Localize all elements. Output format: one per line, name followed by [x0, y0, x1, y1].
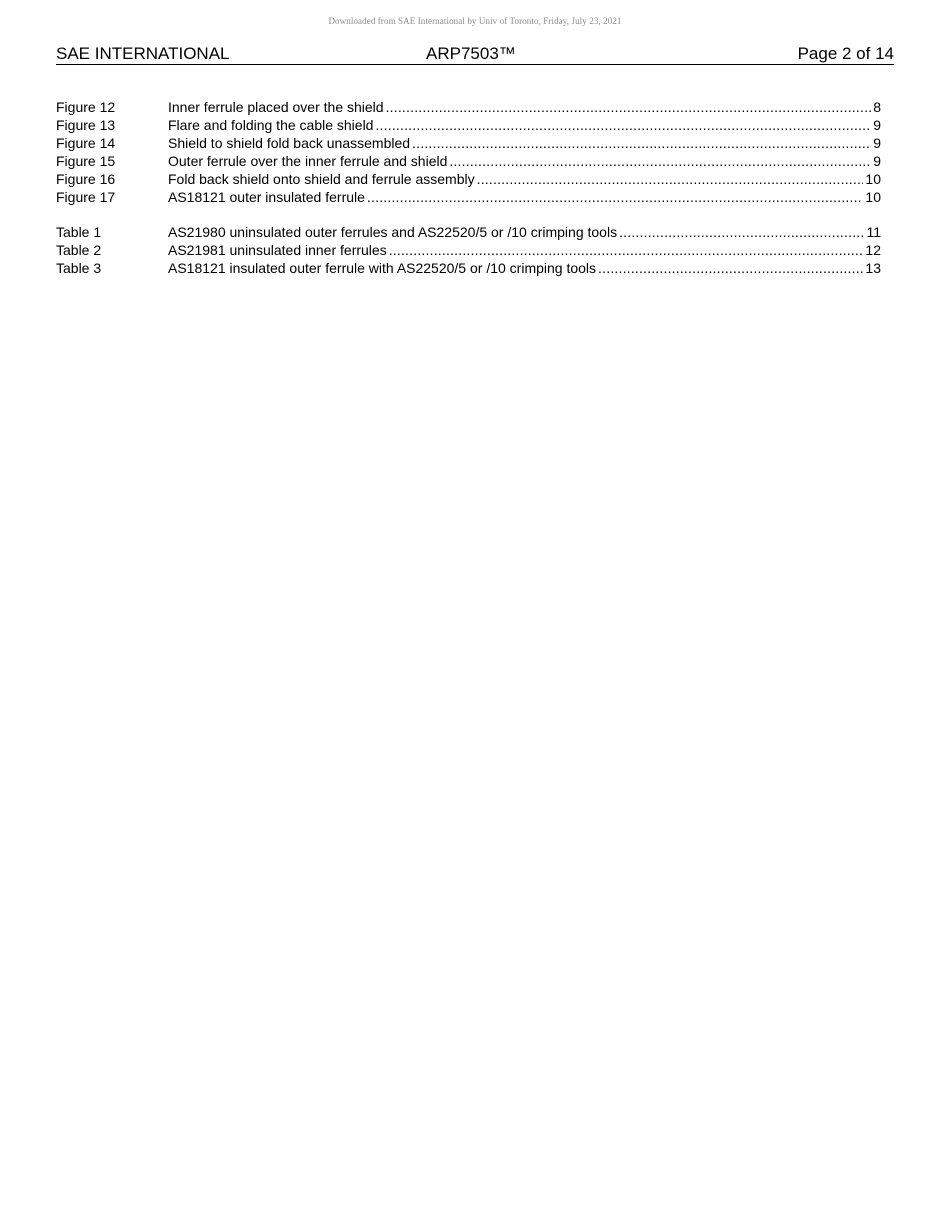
- dot-leader: [389, 241, 864, 259]
- toc-entry-figure-13[interactable]: [56, 116, 881, 134]
- page-number: Page 2 of 14: [797, 44, 894, 63]
- entry-title: Fold back shield onto shield and ferrule assembly: [168, 171, 475, 187]
- dot-leader: [375, 116, 871, 134]
- entry-title: AS21980 uninsulated outer ferrules and AS22520/5 or /10 crimping tools: [168, 224, 618, 240]
- entry-title: Shield to shield fold back unassembled: [168, 135, 411, 151]
- page-header: [56, 44, 894, 65]
- entry-label: Table 3: [56, 260, 102, 276]
- entry-page-number: 10: [865, 171, 881, 187]
- list-of-figures: [56, 98, 881, 206]
- entry-label: Figure 14: [56, 135, 116, 151]
- toc-entry-figure-17[interactable]: [56, 188, 881, 206]
- entry-page-number: 11: [866, 224, 881, 240]
- toc-entry-table-2[interactable]: [56, 241, 881, 259]
- toc-entry-figure-16[interactable]: [56, 170, 881, 188]
- dot-leader: [367, 188, 864, 206]
- dot-leader: [598, 259, 863, 277]
- entry-label: Table 1: [56, 224, 102, 240]
- toc-entry-figure-14[interactable]: [56, 134, 881, 152]
- toc-entry-table-3[interactable]: [56, 259, 881, 277]
- entry-title: AS21981 uninsulated inner ferrules: [168, 242, 387, 258]
- entry-title: AS18121 outer insulated ferrule: [168, 189, 365, 205]
- entry-label: Table 2: [56, 242, 102, 258]
- entry-title: AS18121 insulated outer ferrule with AS22520/5 or /10 crimping tools: [168, 260, 597, 276]
- dot-leader: [619, 223, 864, 241]
- entry-page-number: 9: [873, 153, 881, 169]
- dot-leader: [412, 134, 871, 152]
- entry-label: Figure 12: [56, 99, 116, 115]
- dot-leader: [386, 98, 872, 116]
- entry-title: Inner ferrule placed over the shield: [168, 99, 384, 115]
- entry-label: Figure 13: [56, 117, 116, 133]
- entry-title: Flare and folding the cable shield: [168, 117, 374, 133]
- dot-leader: [477, 170, 864, 188]
- toc-entry-figure-15[interactable]: [56, 152, 881, 170]
- list-of-tables: [56, 223, 881, 277]
- entry-page-number: 10: [865, 189, 881, 205]
- entry-page-number: 9: [873, 135, 881, 151]
- entry-label: Figure 15: [56, 153, 116, 169]
- dot-leader: [449, 152, 871, 170]
- download-watermark: Downloaded from SAE International by Univ of Toronto, Friday, July 23, 2021: [328, 16, 622, 26]
- toc-entry-figure-12[interactable]: [56, 98, 881, 116]
- entry-page-number: 13: [865, 260, 881, 276]
- entry-page-number: 12: [865, 242, 881, 258]
- entry-title: Outer ferrule over the inner ferrule and shield: [168, 153, 448, 169]
- document-number: ARP7503™: [426, 44, 516, 63]
- toc-entry-table-1[interactable]: [56, 223, 881, 241]
- entry-label: Figure 17: [56, 189, 116, 205]
- entry-page-number: 9: [873, 117, 881, 133]
- entry-page-number: 8: [873, 99, 881, 115]
- organization-name: SAE INTERNATIONAL: [56, 44, 230, 63]
- entry-label: Figure 16: [56, 171, 116, 187]
